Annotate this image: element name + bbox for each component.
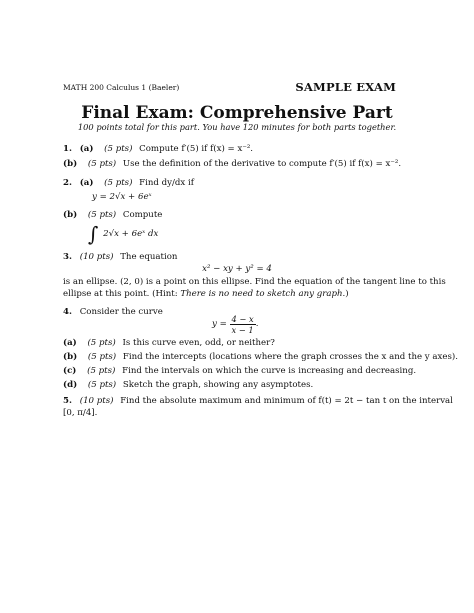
question-3 xyxy=(63,252,177,263)
part-label: (a) xyxy=(63,338,77,348)
question-5 xyxy=(63,396,453,407)
fraction xyxy=(230,314,256,335)
question-text: Compute xyxy=(122,210,163,220)
part-label: (b) xyxy=(63,159,78,169)
question-4d xyxy=(63,380,313,391)
question-number: 3. xyxy=(63,252,72,262)
hint-suffix: ) xyxy=(345,289,349,299)
question-4b xyxy=(63,352,458,363)
equation-3: x² − xy + y² = 4 xyxy=(202,264,272,274)
integrand: 2√x + 6eˣ dx xyxy=(103,228,159,239)
integral-2b xyxy=(88,224,158,244)
question-text: Use the definition of the derivative to compute f′(5) if f(x) = x⁻². xyxy=(122,159,402,169)
question-4a xyxy=(63,338,275,349)
question-text: Sketch the graph, showing any asymptotes. xyxy=(122,380,314,390)
points-label: (5 pts) xyxy=(87,380,117,390)
points-label: (5 pts) xyxy=(104,144,133,154)
question-number: 4. xyxy=(63,307,72,317)
part-label: (a) xyxy=(79,144,94,154)
equation-2a: y = 2√x + 6eˣ xyxy=(92,192,152,202)
question-2b xyxy=(63,210,162,221)
course-label: MATH 200 Calculus 1 (Baeler) xyxy=(63,83,180,92)
question-number: 2. xyxy=(63,178,72,188)
question-text: Find the intercepts (locations where the graph crosses the x and the y axes). xyxy=(122,352,458,362)
points-label: (5 pts) xyxy=(87,338,116,348)
sample-exam-label: SAMPLE EXAM xyxy=(295,80,396,94)
question-text: Consider the curve xyxy=(79,307,163,317)
question-1a xyxy=(63,144,253,155)
question-text: Find the absolute maximum and minimum of f(t) = 2t − tan t on the interval xyxy=(120,396,453,406)
fraction-denominator: x − 1 xyxy=(231,325,254,335)
question-text: Is this curve even, odd, or neither? xyxy=(122,338,275,348)
fraction-numerator: 4 − x xyxy=(231,314,254,324)
question-1b xyxy=(63,159,401,170)
question-text: Find the intervals on which the curve is increasing and decreasing. xyxy=(122,366,417,376)
points-label: (5 pts) xyxy=(87,352,117,362)
part-label: (d) xyxy=(63,380,78,390)
page-title: Final Exam: Comprehensive Part xyxy=(81,103,393,123)
question-3-line2 xyxy=(63,289,349,300)
question-2a xyxy=(63,178,194,189)
part-label: (c) xyxy=(63,366,77,376)
question-text: The equation xyxy=(120,252,178,262)
hint-text: There is no need to sketch any graph. xyxy=(180,289,346,299)
points-label: (5 pts) xyxy=(87,159,117,169)
question-4c xyxy=(63,366,416,377)
question-text: Find dy/dx if xyxy=(139,178,194,188)
points-label: (5 pts) xyxy=(104,178,133,188)
part-label: (b) xyxy=(63,210,78,220)
points-label: (10 pts) xyxy=(79,252,114,262)
question-5-line2: [0, π/4]. xyxy=(63,408,98,418)
integral-sign: ∫ xyxy=(88,222,99,246)
question-number: 1. xyxy=(63,144,72,154)
equation-4: y = $\frac{4 - x}{x - 1}$ . xyxy=(212,314,259,335)
question-3-line1: is an ellipse. (2, 0) is a point on this ellipse. Find the equation of the tangent line to this xyxy=(63,277,446,287)
points-label: (10 pts) xyxy=(79,396,114,406)
hint-prefix: ellipse at this point. (Hint: xyxy=(63,289,181,299)
part-label: (b) xyxy=(63,352,78,362)
part-label: (a) xyxy=(79,178,94,188)
question-4 xyxy=(63,307,163,318)
points-label: (5 pts) xyxy=(87,210,117,220)
question-text: Compute f′(5) if f(x) = x⁻². xyxy=(139,144,254,154)
points-label: (5 pts) xyxy=(87,366,116,376)
question-number: 5. xyxy=(63,396,72,406)
equation-lhs: y = xyxy=(212,319,227,329)
page-subtitle: 100 points total for this part. You have 120 minutes for both parts together. xyxy=(77,122,397,132)
